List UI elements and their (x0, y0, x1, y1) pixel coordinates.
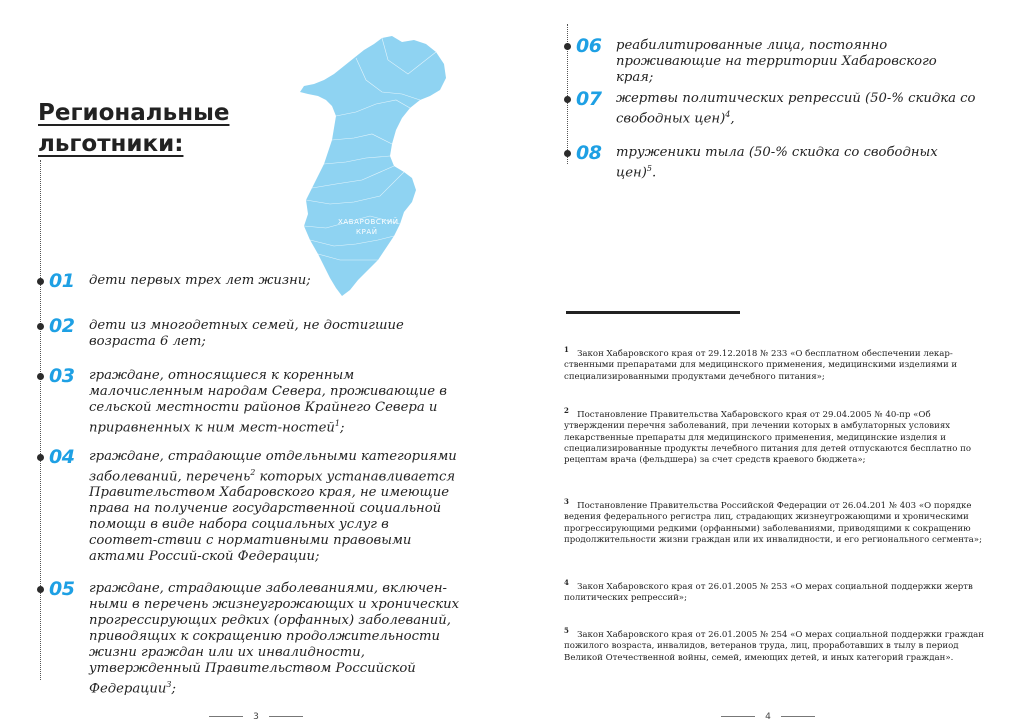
bullet-dot (37, 323, 44, 330)
footnote-number: 3 (564, 497, 569, 506)
page-title (38, 98, 229, 160)
bullet-dot (564, 96, 571, 103)
footnote-ref: 2 (250, 468, 256, 477)
item-text-main: жертвы политических репрессий (50-% скидка со свободных цен) (616, 91, 976, 127)
footnote-ref: 5 (646, 164, 652, 173)
page-number-rule (721, 716, 755, 717)
page-number-value: 3 (253, 712, 259, 722)
footnote-2 (564, 405, 988, 467)
item-text-main: дети первых трех лет жизни; (89, 273, 311, 288)
item-text-tail: ; (340, 420, 345, 436)
footnote-text: Закон Хабаровского края от 26.01.2005 № 254 «О мерах социальной поддержки граждан пожилого возраста, инвалидов, ветеранов труда, лиц, проработавших в тылу в период Великой Отечественной войны, семей, имеющих детей, и иных категорий граждан». (564, 629, 984, 663)
footnote-number: 4 (564, 578, 569, 587)
item-text-main: граждане, страдающие отдельными категориями заболеваний, перечень (89, 449, 457, 485)
item-number: 06 (576, 35, 602, 57)
item-number: 01 (49, 270, 75, 292)
item-text-main: труженики тыла (50-% скидка со свободных цен) (616, 145, 938, 181)
item-text-main: реабилитированные лица, постоянно проживающие на территории Хабаровского края; (616, 38, 937, 85)
footnote-number: 1 (564, 345, 569, 354)
footnote-1 (564, 344, 988, 383)
footnote-ref: 4 (725, 110, 731, 119)
bullet-dot (37, 454, 44, 461)
item-number: 07 (576, 88, 602, 110)
footnote-number: 2 (564, 406, 569, 415)
footnote-4 (564, 577, 988, 605)
page-number-rule (209, 716, 243, 717)
item-text (89, 449, 461, 565)
footnote-text: Закон Хабаровского края от 29.12.2018 № 233 «О бесплатном обеспечении лекар-ственными препаратами для медицинского применения, медицинскими изделиями и специализированными продуктами дечебного питания»; (564, 348, 958, 382)
map-label-line-1: ХАБАРОВСКИЙ (338, 218, 399, 226)
map-region-shape (300, 36, 446, 296)
title-line-2: льготники: (38, 131, 184, 157)
item-text-rest: которых устанавливается Правительством Хабаровского края, не имеющие права на получение государственной социальной помощи в виде набора социальных услуг в соответ-ствии с нормативными правовыми актами Россий-ской Федерации; (89, 469, 456, 565)
map-label-line-2: КРАЙ (356, 228, 378, 236)
footnote-3 (564, 496, 988, 546)
page-number-rule (269, 716, 303, 717)
bullet-dot (564, 43, 571, 50)
item-number: 03 (49, 365, 75, 387)
bullet-dot (37, 278, 44, 285)
page-number (0, 712, 512, 722)
item-text (89, 581, 461, 697)
item-text (616, 145, 976, 181)
khabarovsk-krai-map (296, 34, 448, 296)
item-text-main: граждане, страдающие заболеваниями, включен-ными в перечень жизнеугрожающих и хронических прогрессирующих редких (орфанных) заболеваний, приводящих к сокращению продолжительности жизни граждан или их инвалидности, утвержденный Правительством Российской Федерации (89, 581, 460, 697)
footnote-ref: 1 (334, 419, 341, 428)
footnote-number: 5 (564, 626, 569, 635)
footnote-separator (566, 311, 740, 314)
item-number: 05 (49, 578, 75, 600)
title-line-1: Региональные (38, 100, 230, 126)
dotted-guide-line (40, 160, 41, 680)
footnote-text: Закон Хабаровского края от 26.01.2005 № 253 «О мерах социальной поддержки жертв политических репрессий»; (564, 581, 973, 604)
footnote-text: Постановление Правительства Российской Федерации от 26.04.201 № 403 «О порядке ведения федерального регистра лиц, страдающих жизнеугрожающими и хроническими прогрессирующими редкими (орфанными) заболеваниями, приводящими к сокращению продолжительности жизни граждан или их инвалидности, и его регионального сегмента»; (564, 500, 982, 546)
page-number (512, 712, 1024, 722)
footnote-text: Постановление Правительства Хабаровского края от 29.04.2005 № 40-пр «Об утверждении перечня заболеваний, при лечении которых в амбулаторных условиях лекарственные препараты для медицинского применения, медицинские изделия и специализированные продукты лечебного питания для детей отпускаются бесплатно по рецептам врача (фельдшера) за счет средств краевого бюджета»; (564, 409, 972, 466)
item-text-tail: ; (171, 681, 176, 697)
item-text-tail: . (651, 165, 657, 181)
item-text (89, 273, 461, 289)
item-text-main: граждане, относящиеся к коренным малочисленным народам Севера, проживающие в сельской местности районов Крайнего Севера и приравненных к ним мест-ностей (89, 368, 447, 436)
item-text (89, 368, 461, 436)
footnote-5 (564, 625, 988, 664)
page-number-value: 4 (765, 712, 771, 722)
bullet-dot (564, 150, 571, 157)
item-number: 04 (49, 446, 75, 468)
item-text (89, 318, 461, 350)
bullet-dot (37, 586, 44, 593)
page-number-rule (781, 716, 815, 717)
item-number: 02 (49, 315, 75, 337)
bullet-dot (37, 373, 44, 380)
item-text-tail: , (730, 111, 735, 127)
footnote-ref: 3 (166, 680, 172, 689)
item-text-main: дети из многодетных семей, не достигшие возраста 6 лет; (89, 318, 404, 349)
item-number: 08 (576, 142, 602, 164)
item-text (616, 91, 976, 127)
right-page (512, 0, 1024, 726)
item-text (616, 38, 976, 86)
